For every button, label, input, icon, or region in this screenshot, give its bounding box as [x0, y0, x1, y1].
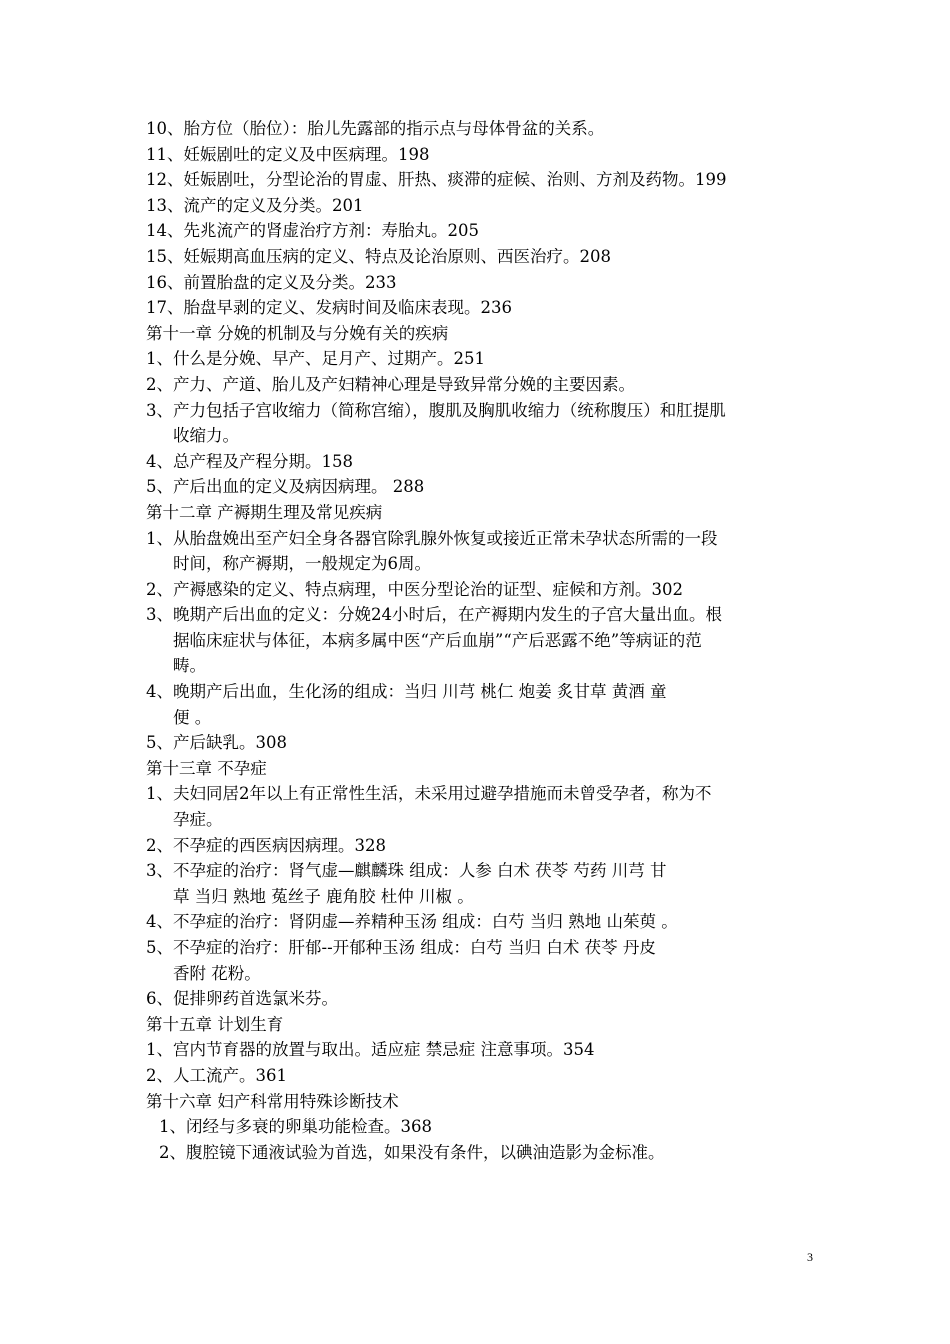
chapter-heading: 第十三章 不孕症: [146, 758, 267, 778]
list-item: 2、产褥感染的定义、特点病理，中医分型论治的证型、症候和方剂。302: [146, 579, 683, 599]
list-item: 10、胎方位（胎位）：胎儿先露部的指示点与母体骨盆的关系。: [146, 119, 605, 138]
list-item: 3、晚期产后出血的定义：分娩24小时后，在产褥期内发生的子宫大量出血。根: [146, 605, 722, 625]
list-item-continuation: 收缩力。: [173, 426, 239, 446]
page-number: 3: [807, 1250, 813, 1264]
list-item-continuation: 便 。: [173, 707, 212, 727]
list-item: 1、从胎盘娩出至产妇全身各器官除乳腺外恢复或接近正常未孕状态所需的一段: [146, 528, 718, 548]
list-item: 12、妊娠剧吐，分型论治的胃虚、肝热、痰滞的症候、治则、方剂及药物。199: [146, 170, 727, 190]
chapter-heading: 第十一章 分娩的机制及与分娩有关的疾病: [146, 323, 449, 343]
chapter-heading: 第十五章 计划生育: [146, 1014, 284, 1034]
list-item: 6、促排卵药首选氯米芬。: [146, 989, 338, 1009]
list-item: 11、妊娠剧吐的定义及中医病理。198: [146, 144, 430, 164]
list-item-continuation: 时间，称产褥期，一般规定为6周。: [173, 554, 431, 574]
list-item-continuation: 香附 花粉。: [173, 963, 261, 983]
list-item: 2、人工流产。361: [146, 1065, 287, 1085]
list-item: 1、宫内节育器的放置与取出。适应症 禁忌症 注意事项。354: [146, 1040, 595, 1060]
list-item: 2、产力、产道、胎儿及产妇精神心理是导致异常分娩的主要因素。: [146, 374, 635, 394]
list-item: 16、前置胎盘的定义及分类。233: [146, 272, 397, 292]
list-item-continuation: 孕症。: [173, 810, 223, 830]
list-item-continuation: 草 当归 熟地 菟丝子 鹿角胶 杜仲 川椒 。: [173, 886, 474, 906]
document-body: [146, 116, 810, 1165]
list-item: 2、腹腔镜下通液试验为首选，如果没有条件，以碘油造影为金标准。: [159, 1142, 665, 1162]
list-item: 17、胎盘早剥的定义、发病时间及临床表现。236: [146, 298, 512, 318]
list-item: 4、不孕症的治疗：肾阴虚—养精种玉汤 组成：白芍 当归 熟地 山茱萸 。: [146, 912, 678, 932]
list-item: 13、流产的定义及分类。201: [146, 195, 364, 215]
list-item: 3、不孕症的治疗：肾气虚—麒麟珠 组成：人参 白术 茯苓 芍药 川芎 甘: [146, 861, 667, 881]
list-item: 14、先兆流产的肾虚治疗方剂：寿胎丸。205: [146, 221, 479, 241]
list-item: 5、产后缺乳。308: [146, 733, 287, 753]
list-item: 5、不孕症的治疗：肝郁--开郁种玉汤 组成：白芍 当归 白术 茯苓 丹皮: [146, 938, 656, 957]
list-item: 4、总产程及产程分期。158: [146, 451, 353, 471]
list-item: 1、夫妇同居2年以上有正常性生活，未采用过避孕措施而未曾受孕者，称为不: [146, 784, 712, 804]
list-item-continuation: 畴。: [173, 656, 206, 676]
chapter-heading: 第十二章 产褥期生理及常见疾病: [146, 502, 383, 522]
list-item-continuation: 据临床症状与体征，本病多属中医“产后血崩”“产后恶露不绝”等病证的范: [173, 630, 702, 650]
list-item: 1、什么是分娩、早产、足月产、过期产。251: [146, 349, 485, 369]
list-item: 2、不孕症的西医病因病理。328: [146, 835, 386, 855]
list-item: 15、妊娠期高血压病的定义、特点及论治原则、西医治疗。208: [146, 246, 611, 266]
chapter-heading: 第十六章 妇产科常用特殊诊断技术: [146, 1091, 399, 1111]
list-item: 1、闭经与多衰的卵巢功能检查。368: [159, 1117, 432, 1137]
list-item: 5、产后出血的定义及病因病理。 288: [146, 477, 425, 497]
list-item: 4、晚期产后出血，生化汤的组成：当归 川芎 桃仁 炮姜 炙甘草 黄酒 童: [146, 682, 667, 702]
list-item: 3、产力包括子宫收缩力（简称宫缩），腹肌及胸肌收缩力（统称腹压）和肛提肌: [146, 400, 726, 420]
